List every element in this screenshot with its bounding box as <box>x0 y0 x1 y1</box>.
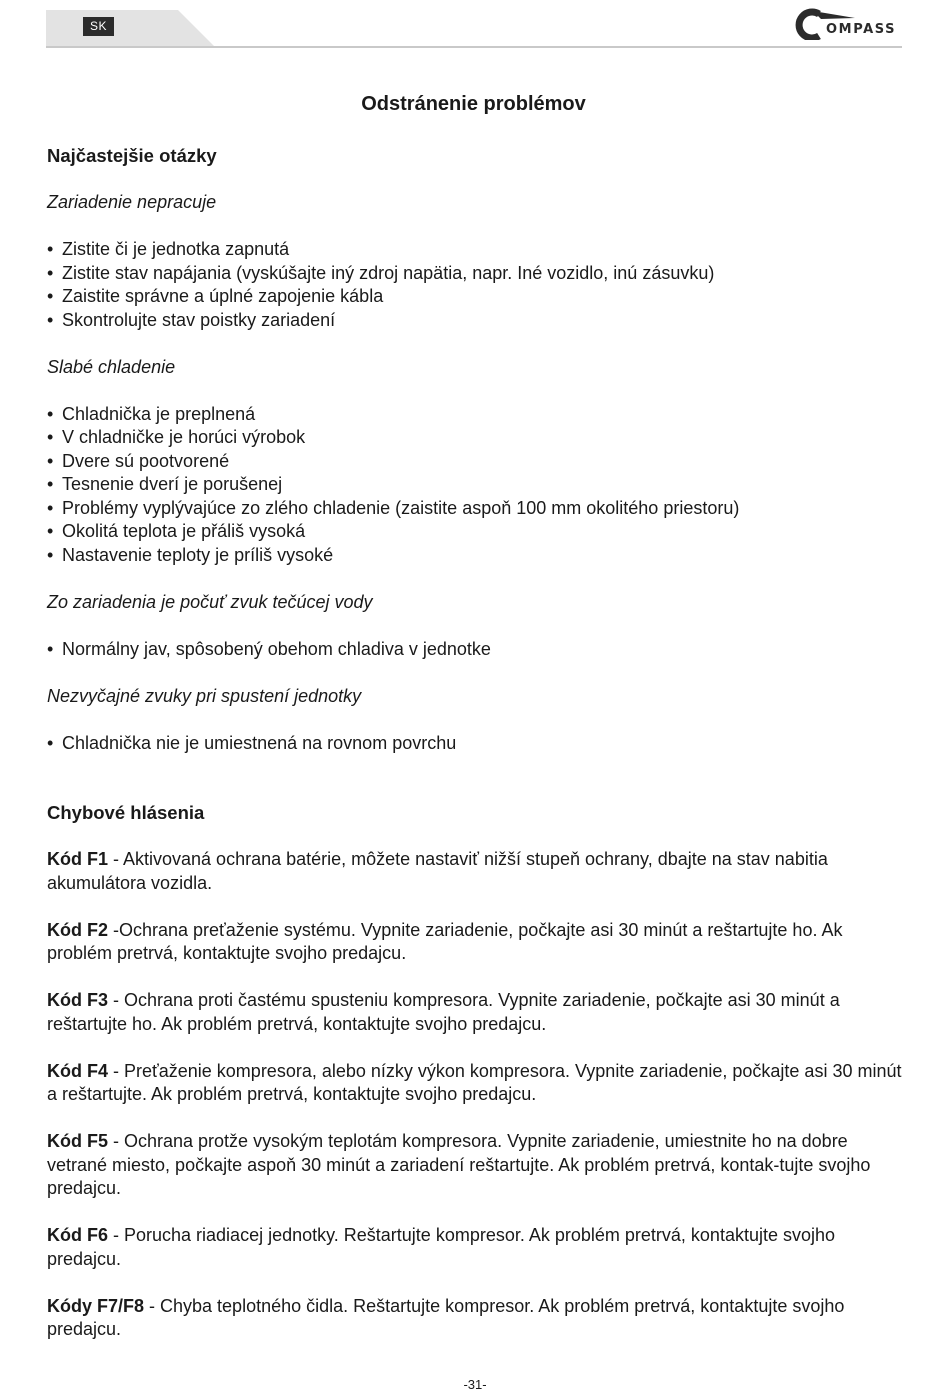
error-code: Kód F4 <box>47 1060 108 1081</box>
error-description: - Aktivovaná ochrana batérie, môžete nastaviť nižší stupeň ochrany, dbajte na stav nabitia akumulátora vozidla. <box>47 849 828 893</box>
list-item: • Skontrolujte stav poistky zariadení <box>47 309 907 333</box>
faq-section <box>47 191 907 332</box>
bullet-list <box>47 238 907 332</box>
error-entry <box>47 1224 907 1271</box>
page-title: Odstránenie problémov <box>361 93 586 115</box>
language-badge: SK <box>83 17 114 36</box>
error-description: -Ochrana preťaženie systému. Vypnite zariadenie, počkajte asi 30 minút a reštartujte ho. Ak problém pretrvá, kontaktujte svojho predajcu. <box>47 919 843 963</box>
faq-section <box>47 685 907 756</box>
faq-heading: Najčastejšie otázky <box>47 145 217 166</box>
list-item: • Problémy vyplývajúce zo zlého chladenie (zaistite aspoň 100 mm okolitého priestoru) <box>47 497 907 521</box>
list-item: • Normálny jav, spôsobený obehom chladiva v jednotke <box>47 638 907 662</box>
error-code: Kód F5 <box>47 1131 108 1151</box>
faq-section <box>47 356 907 568</box>
error-description: - Preťaženie kompresora, alebo nízky výkon kompresora. Vypnite zariadenie, počkajte asi 30 minút a reštartujte. Ak problém pretrvá, kontaktujte svojho predajcu. <box>47 1060 902 1104</box>
error-entry <box>47 848 907 895</box>
error-code: Kód F3 <box>47 990 108 1010</box>
list-item: • Zistite stav napájania (vyskúšajte iný zdroj napätia, napr. Iné vozidlo, inú zásuvku) <box>47 262 907 286</box>
list-item: • Okolitá teplota je přáliš vysoká <box>47 520 907 544</box>
list-item: • Tesnenie dverí je porušenej <box>47 473 907 497</box>
document-body <box>47 144 907 1342</box>
header-rule <box>46 46 902 48</box>
list-item: • Nastavenie teploty je príliš vysoké <box>47 544 907 568</box>
section-title: Nezvyčajné zvuky pri spustení jednotky <box>47 685 362 706</box>
list-item: • Zistite či je jednotka zapnutá <box>47 238 907 262</box>
error-code: Kód F1 <box>47 849 108 869</box>
error-description: - Ochrana protže vysokým teplotám kompresora. Vypnite zariadenie, umiestnite ho na dobre vetrané miesto, počkajte aspoň 30 minút a zariadení reštartujte. Ak problém pretrvá, kontak-tujte svojho predajcu. <box>47 1131 871 1198</box>
error-description: - Chyba teplotného čidla. Reštartujte kompresor. Ak problém pretrvá, kontaktujte svojho predajcu. <box>47 1295 845 1339</box>
list-item: • Chladnička je preplnená <box>47 403 907 427</box>
error-description: - Porucha riadiacej jednotky. Reštartujte kompresor. Ak problém pretrvá, kontaktujte svojho predajcu. <box>47 1225 836 1269</box>
error-description: - Ochrana proti častému spusteniu kompresora. Vypnite zariadenie, počkajte asi 30 minút a reštartujte ho. Ak problém pretrvá, kontaktujte svojho predajcu. <box>47 990 840 1034</box>
error-code: Kódy F7/F8 <box>47 1295 145 1316</box>
list-item: • Zaistite správne a úplné zapojenie kábla <box>47 285 907 309</box>
errors-heading: Chybové hlásenia <box>47 802 205 823</box>
list-item: • Chladnička nie je umiestnená na rovnom povrchu <box>47 732 907 756</box>
section-title: Zo zariadenia je počuť zvuk tečúcej vody <box>47 591 373 612</box>
page-number: -31- <box>463 1377 487 1392</box>
error-code: Kód F2 <box>47 919 108 940</box>
error-code: Kód F6 <box>47 1225 108 1245</box>
section-title: Slabé chladenie <box>47 356 176 377</box>
section-title: Zariadenie nepracuje <box>47 192 217 212</box>
bullet-list <box>47 638 907 662</box>
bullet-list <box>47 732 907 756</box>
bullet-list <box>47 403 907 568</box>
error-entry <box>47 989 907 1036</box>
list-item: • V chladničke je horúci výrobok <box>47 426 907 450</box>
logo-text: OMPASS <box>826 22 897 37</box>
header-tab <box>46 10 216 48</box>
list-item: • Dvere sú pootvorené <box>47 450 907 474</box>
error-entry <box>47 1130 907 1201</box>
faq-section <box>47 591 907 662</box>
error-entry <box>47 1060 907 1107</box>
error-entry <box>47 919 907 966</box>
error-entry <box>47 1295 907 1342</box>
